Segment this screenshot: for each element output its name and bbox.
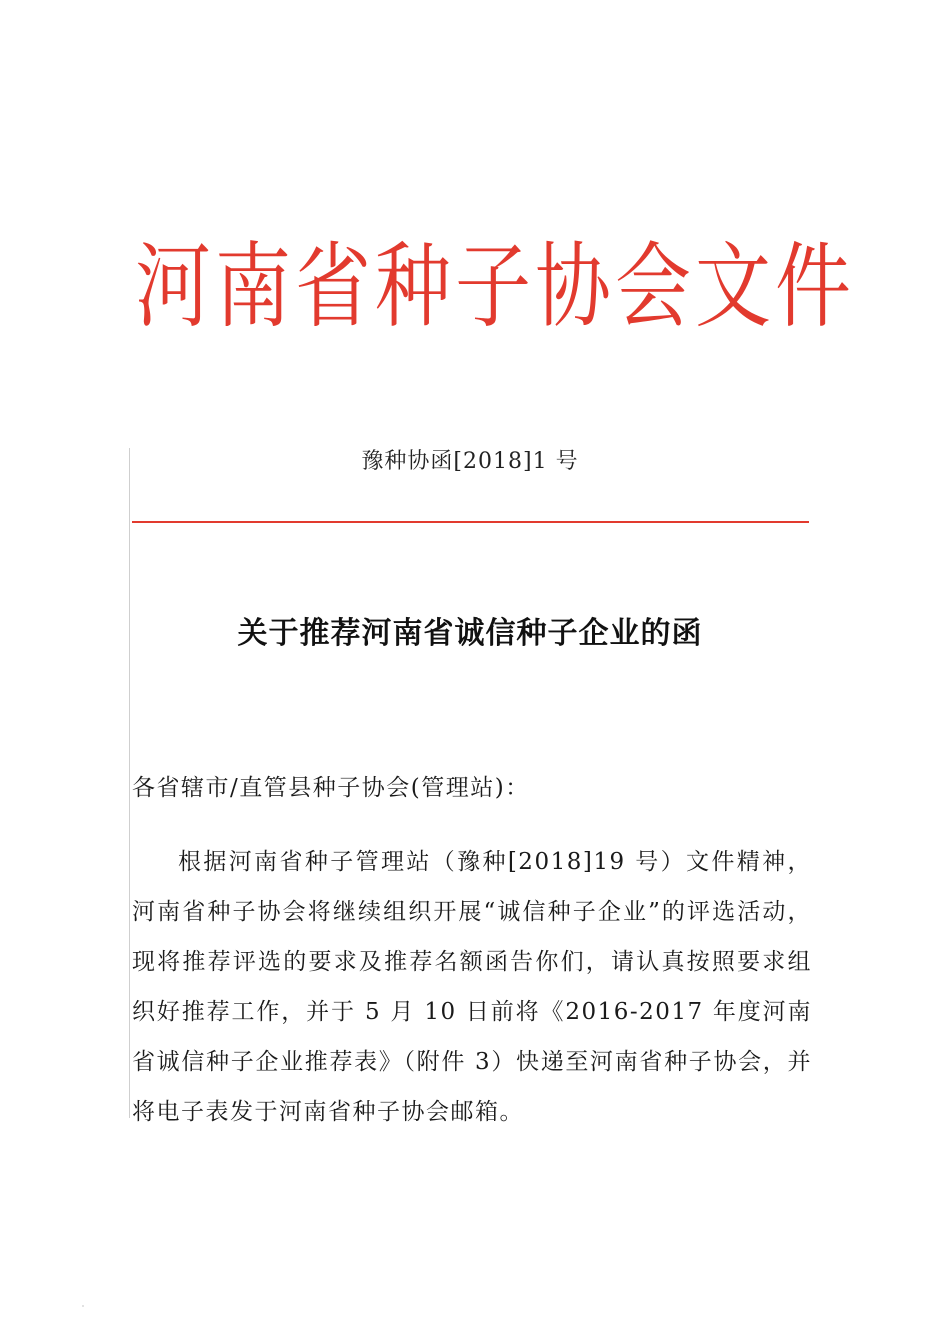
scan-edge-line: [129, 448, 130, 1118]
letter-body-paragraph: 根据河南省种子管理站（豫种[2018]19 号）文件精神，河南省种子协会将继续组织开展“诚信种子企业”的评选活动，现将推荐评选的要求及推荐名额函告你们，请认真按照要求组织好推荐工作，并于 5 月 10 日前将《2016-2017 年度河南省诚信种子企业推荐表》（附件 3）快递至河南省种子协会，并将电子表发于河南省种子协会邮箱。: [132, 849, 812, 1125]
letter-title: 关于推荐河南省诚信种子企业的函: [237, 616, 703, 651]
letter-salutation: 各省辖市/直管县种子协会(管理站)：: [132, 775, 530, 801]
scan-speck: [82, 1305, 84, 1307]
red-divider-line: [132, 521, 809, 523]
document-number: 豫种协函[2018]1 号: [361, 449, 579, 474]
issuer-header-title: 河南省种子协会文件: [135, 232, 855, 341]
